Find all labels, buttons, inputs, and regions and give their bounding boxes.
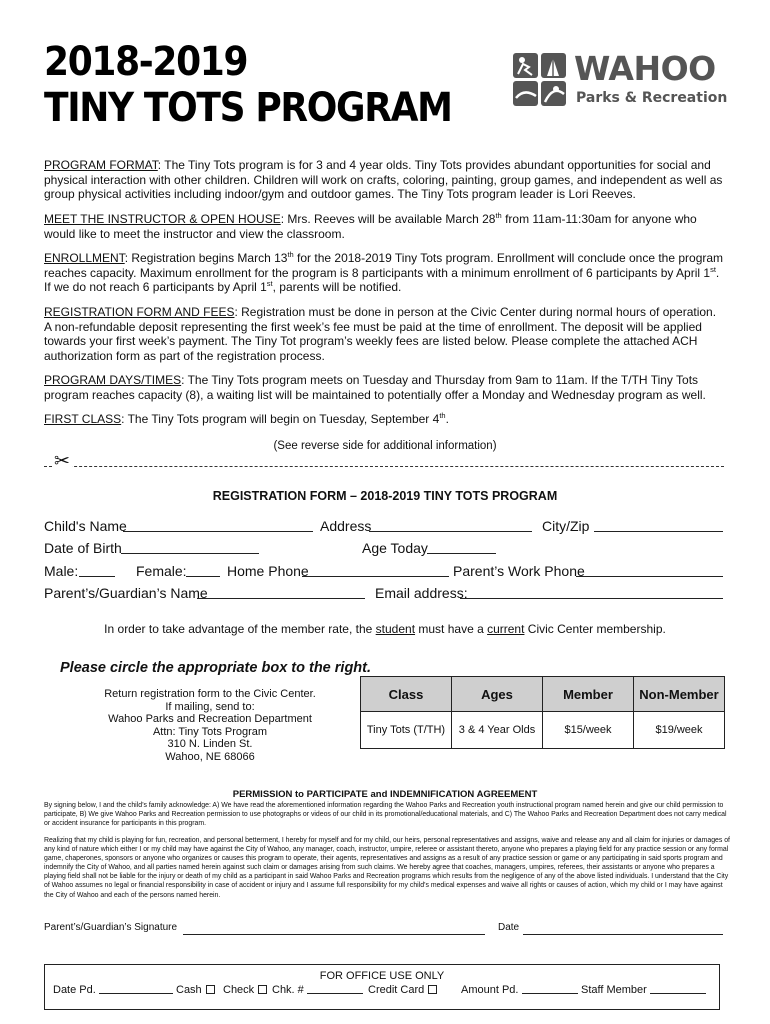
cash-checkbox[interactable] (206, 985, 215, 994)
first-class-label: FIRST CLASS (44, 412, 122, 426)
enrollment-sup-2: st (710, 264, 716, 274)
fee-table (360, 676, 725, 749)
enrollment-text-d: , parents will be notified. (272, 280, 402, 295)
signature-date-field[interactable] (523, 934, 723, 935)
fee-cell-member[interactable]: $15/week (543, 712, 634, 749)
enrollment-text-c: . If we do not reach 6 participants by April 1 (44, 265, 720, 295)
member-note-c: must have a (415, 622, 488, 636)
logo-subtitle: Parks & Recreation (576, 90, 728, 106)
meet-instructor-text-b: from 11am-11:30am for anyone who would like to meet the instructor and view the classroom. (44, 212, 697, 241)
office-use-title: FOR OFFICE USE ONLY (319, 970, 445, 982)
member-note-d: current (487, 622, 525, 636)
fee-table-header-class: Class (361, 677, 452, 712)
permission-paragraph-2: Realizing that my child is playing for fun, recreation, and personal betterment, I hereby for myself and for my child, our heirs, personal representatives and assigns, waive and release any and all claim for injuries or damages of any kind of nature which either I or my child may have against the City of Wahoo, any manager, coach, instructor, umpire, referee or assistant thereto, anyone who prepares a playing field for any practice session or any formal game, chaperones, sponsors or anyone who organizes or causes this program to operate, their agents, representatives and assigns as a result of any practice session or game or any participating in said sports program and indemnify the City of Wahoo, and all parties named herein against such claim or damages arising from such claims. We hereby agree that coaches, managers, umpires, referees, their assistants or anyone who prepares a playing field shall not be liable for the injury or death of my child as a participant in said Wahoo Parks and Recreation programs which results from the negligence of any of the above listed individuals. I understand that the City of Wahoo assumes no legal or financial responsibility in case of accident or injury and I assume full responsibility for my child’s medical expenses and waive all rights or causes of action, which my child or I may have against the City of Wahoo and each of the persons named herein. (44, 837, 730, 899)
credit-card-group (368, 984, 437, 996)
wahoo-leaf-logo-icon (512, 52, 567, 107)
address-label: Address (320, 518, 372, 534)
meet-instructor-label: MEET THE INSTRUCTOR & OPEN HOUSE (44, 212, 281, 226)
first-class-text-a: : The Tiny Tots program will begin on Tuesday, September 4 (121, 412, 440, 426)
member-note-b: student (375, 622, 416, 636)
registration-fees-label: REGISTRATION FORM AND FEES (44, 305, 235, 319)
male-label: Male: (44, 563, 79, 579)
first-class-sup: th (439, 411, 446, 420)
enrollment-paragraph (44, 251, 724, 295)
enrollment-text-a: : Registration begins March 13 (124, 251, 288, 265)
fee-cell-class[interactable]: Tiny Tots (T/TH) (361, 712, 452, 749)
meet-instructor-paragraph (44, 212, 724, 241)
program-format-label: PROGRAM FORMAT (44, 158, 158, 172)
program-days-paragraph (44, 373, 724, 402)
work-phone-field[interactable] (576, 576, 723, 577)
meet-instructor-text-a: : Mrs. Reeves will be available March 28 (280, 212, 496, 226)
amount-paid-field[interactable] (522, 993, 578, 994)
program-days-label: PROGRAM DAYS/TIMES (44, 373, 182, 387)
enrollment-label: ENROLLMENT (44, 251, 125, 265)
return-line: Attn: Tiny Tots Program (152, 725, 268, 738)
date-of-birth-label: Date of Birth (44, 540, 122, 556)
child-name-field[interactable] (123, 531, 313, 532)
guardian-signature-label: Parent’s/Guardian’s Signature (44, 922, 178, 933)
home-phone-label: Home Phone (227, 563, 309, 579)
city-zip-label: City/Zip (542, 518, 590, 534)
check-group (223, 984, 267, 996)
return-line: 310 N. Linden St. (167, 738, 253, 751)
reverse-side-note: (See reverse side for additional information) (273, 440, 497, 452)
child-name-label: Child's Name (44, 518, 127, 534)
member-note-a: In order to take advantage of the member rate, the (104, 622, 376, 636)
staff-member-group (581, 984, 706, 996)
credit-card-checkbox[interactable] (428, 985, 437, 994)
program-format-text: : The Tiny Tots program is for 3 and 4 year olds. Tiny Tots provides abundant opportunities for social and physical interaction with other children. Children will work on crafts, coloring, painting, group games, and independent as well as group physical activities including indoor/gym and outdoor games. The Tiny Tots program leader is Lori Reeves. (44, 158, 723, 202)
enrollment-sup-1: th (287, 250, 294, 259)
fee-table-header-non-member: Non-Member (634, 677, 725, 712)
check-checkbox[interactable] (258, 985, 267, 994)
return-address-block (70, 688, 350, 764)
registration-fees-paragraph (44, 305, 724, 363)
title-year: 2018-2019 (44, 39, 248, 85)
return-line: Wahoo, NE 68066 (165, 750, 255, 763)
circle-instruction-heading: Please circle the appropriate box to the right. (60, 660, 372, 676)
signature-date-label: Date (498, 922, 520, 933)
fee-cell-non-member[interactable]: $19/week (634, 712, 725, 749)
return-line: Return registration form to the Civic Center. (104, 688, 316, 700)
female-field[interactable] (186, 576, 220, 577)
fee-cell-ages[interactable]: 3 & 4 Year Olds (452, 712, 543, 749)
city-zip-field[interactable] (594, 531, 723, 532)
staff-member-field[interactable] (650, 993, 706, 994)
male-field[interactable] (79, 576, 115, 577)
credit-card-label: Credit Card (368, 984, 425, 996)
registration-fees-text: : Registration must be done in person at the Civic Center during normal hours of operation. A non-refundable deposit representing the first week’s fee must be paid at the time of enrollment. The deposit will be applied towards your first week’s payment. The Tiny Tot program’s weekly fees are listed below. Please complete the attached ACH authorization form as part of the registration process. (44, 305, 717, 363)
amount-paid-group (461, 984, 578, 996)
email-label: Email address: (375, 585, 468, 601)
check-label: Check (223, 984, 255, 996)
check-number-label: Chk. # (272, 984, 304, 996)
title-program: TINY TOTS PROGRAM (44, 85, 452, 131)
date-paid-label: Date Pd. (53, 984, 96, 996)
member-rate-note (0, 622, 770, 636)
scissors-icon: ✂ (54, 450, 70, 472)
meet-instructor-sup: th (495, 211, 502, 220)
fee-table-header-ages: Ages (452, 677, 543, 712)
fee-table-header-member: Member (543, 677, 634, 712)
enrollment-sup-3: st (266, 279, 273, 289)
program-format-paragraph (44, 158, 724, 202)
female-label: Female: (136, 563, 187, 579)
first-class-text-b: . (445, 412, 449, 426)
work-phone-label: Parent’s Work Phone (453, 563, 585, 579)
date-of-birth-field[interactable] (121, 553, 259, 554)
permission-paragraph-1: By signing below, I and the child’s family acknowledge: A) We have read the aforementioned information regarding the Wahoo Parks and Recreation youth instructional program named herein and give our child permission to participate, B) We give Wahoo Parks and Recreation permission to use photographs or videos of our child in its promotional/educational materials, and C) The Wahoo Parks and Recreation Department does not carry medical or accident insurance for participants in this program. (44, 802, 727, 828)
home-phone-field[interactable] (302, 576, 449, 577)
cash-label: Cash (176, 984, 202, 996)
cash-group (176, 984, 215, 996)
first-class-paragraph (44, 412, 724, 427)
guardian-name-field[interactable] (197, 598, 365, 599)
address-field[interactable] (369, 531, 532, 532)
return-line: Wahoo Parks and Recreation Department (108, 713, 312, 726)
member-note-e: Civic Center membership. (524, 622, 666, 636)
office-use-box (44, 964, 720, 1010)
return-line: If mailing, send to: (165, 700, 255, 713)
check-number-group (272, 984, 363, 996)
amount-paid-label: Amount Pd. (461, 984, 519, 996)
age-today-field[interactable] (427, 553, 496, 554)
cut-line (44, 466, 724, 467)
email-field[interactable] (460, 598, 723, 599)
fee-table-header-row (361, 677, 725, 712)
date-paid-group (53, 984, 173, 996)
logo-wordmark: WAHOO (574, 49, 716, 88)
registration-form-title: REGISTRATION FORM – 2018-2019 TINY TOTS PROGRAM (212, 489, 558, 503)
guardian-name-label: Parent’s/Guardian’s Name (44, 585, 208, 601)
guardian-signature-field[interactable] (183, 934, 485, 935)
date-paid-field[interactable] (99, 993, 173, 994)
wahoo-logo (512, 49, 728, 110)
enrollment-text-b: for the 2018-2019 Tiny Tots program. Enrollment will conclude once the program reaches capacity. Maximum enrollment for the program is 8 participants with a minimum enrollment of 6 participants by April 1 (44, 251, 724, 280)
staff-member-label: Staff Member (581, 984, 647, 996)
permission-title: PERMISSION to PARTICIPATE and INDEMNIFICATION AGREEMENT (232, 789, 538, 800)
program-days-text: : The Tiny Tots program meets on Tuesday and Thursday from 9am to 11am. If the T/TH Tiny Tots program reaches capacity (8), a waiting list will be maintained to potentially offer a Monday and Wednesday program as well. (44, 373, 706, 402)
fee-table-row (361, 712, 725, 749)
age-today-label: Age Today (362, 540, 428, 556)
check-number-field[interactable] (307, 993, 363, 994)
